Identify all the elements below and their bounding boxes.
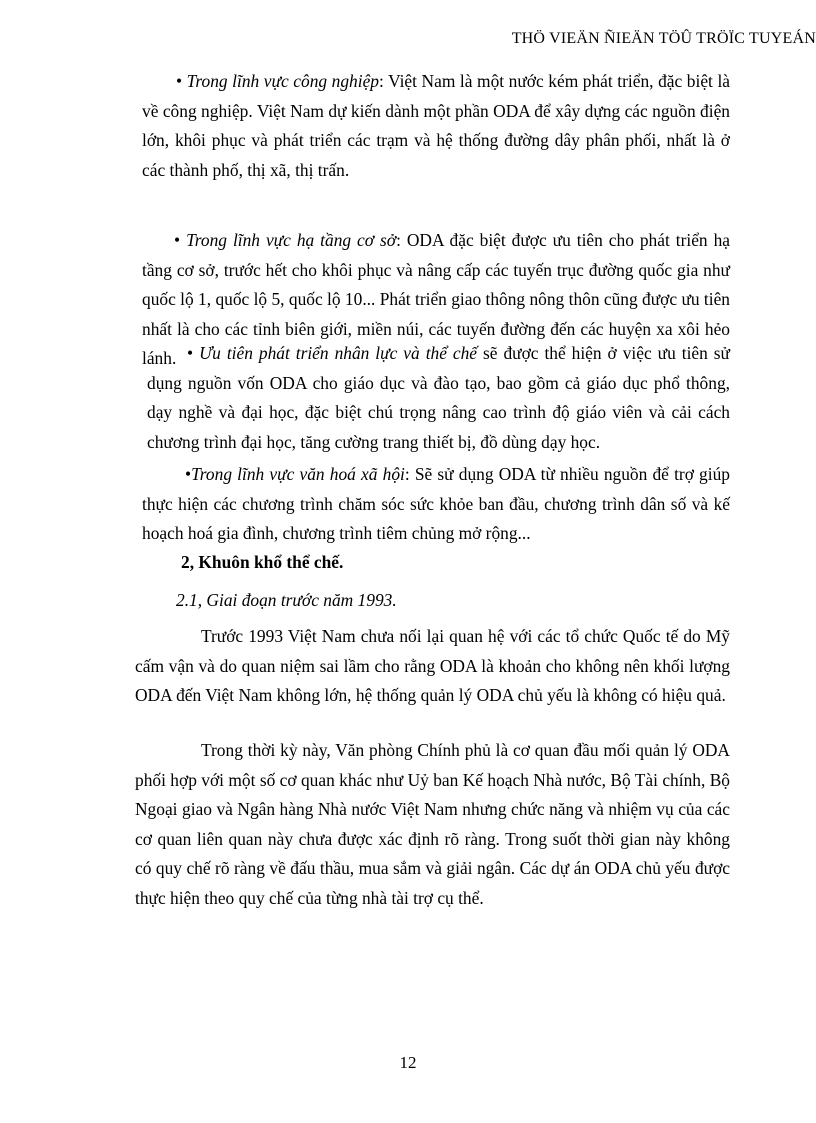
section-heading: 2, Khuôn khổ thể chế.	[181, 552, 344, 572]
paragraph-text: : Sẽ sử dụng ODA từ nhiều nguồn để trợ giúp thực hiện các chương trình chăm sóc sức khỏe ban đầu, chương trình dân số và kế hoạch hoá gia đình, chương trình tiêm chủng mở rộng...	[142, 464, 730, 543]
paragraph-industry	[142, 67, 730, 185]
page-number: 12	[399, 1053, 417, 1072]
paragraph-text: : Việt Nam là một nước kém phát triển, đặc biệt là về công nghiệp. Việt Nam dự kiến dành một phần ODA để xây dựng các nguồn điện lớn, khôi phục và phát triển các trạm và hệ thống đường dây phân phối, nhất là ở các thành phố, thị xã, thị trấn.	[142, 71, 730, 180]
section-subheading: 2.1, Giai đoạn trước năm 1993.	[176, 590, 397, 610]
page-header-title: THÖ VIEÄN ÑIEÄN TÖÛ TRÖÏC TUYEÁN	[511, 30, 816, 47]
bullet-icon: •	[174, 230, 181, 250]
paragraph-human-resources	[147, 339, 730, 457]
paragraph-lead: Trong lĩnh vực văn hoá xã hội	[191, 464, 405, 484]
paragraph-before-1993: Trước 1993 Việt Nam chưa nối lại quan hệ với các tổ chức Quốc tế do Mỹ cấm vận và do quan niệm sai lầm cho rằng ODA là khoản cho không nên khối lượng ODA đến Việt Nam không lớn, hệ thống quản lý ODA chủ yếu là không có hiệu quả.	[135, 626, 730, 705]
paragraph-text: : ODA đặc biệt được ưu tiên cho phát triển hạ tầng cơ sở, trước hết cho khôi phục và nâng cấp các tuyến trục đường quốc gia như quốc lộ 1, quốc lộ 5, quốc lộ 10... Phát triển giao thông nông thôn cũng được ưu tiên nhất là cho các tỉnh biên giới, miền núi, các tuyến đường đến các huyện xa xôi hẻo lánh.	[142, 230, 730, 368]
paragraph-government-office: Trong thời kỳ này, Văn phòng Chính phủ là cơ quan đầu mối quản lý ODA phối hợp với một số cơ quan khác như Uỷ ban Kế hoạch Nhà nước, Bộ Tài chính, Bộ Ngoại giao và Ngân hàng Nhà nước Việt Nam nhưng chức năng và nhiệm vụ của các cơ quan liên quan này chưa được xác định rõ ràng. Trong suốt thời gian này không có quy chế rõ ràng về đấu thầu, mua sắm và giải ngân. Các dự án ODA chủ yếu được thực hiện theo quy chế của từng nhà tài trợ cụ thể.	[135, 740, 730, 908]
bullet-icon: •	[185, 464, 192, 484]
paragraph-lead: Trong lĩnh vực công nghiệp	[186, 71, 379, 91]
bullet-icon: •	[187, 343, 194, 363]
paragraph-lead: Ưu tiên phát triển nhân lực và thể chế	[199, 343, 478, 363]
paragraph-text: sẽ được thể hiện ở việc ưu tiên sử dụng nguồn vốn ODA cho giáo dục và đào tạo, bao gồm cả giáo dục phổ thông, dạy nghề và đại học, đặc biệt chú trọng nâng cao trình độ giáo viên và cải cách chương trình đại học, tăng cường trang thiết bị, đồ dùng dạy học.	[147, 343, 730, 452]
paragraph-culture-society	[142, 460, 730, 549]
paragraph-lead: Trong lĩnh vực hạ tầng cơ sở	[186, 230, 397, 250]
bullet-icon: •	[176, 71, 183, 91]
